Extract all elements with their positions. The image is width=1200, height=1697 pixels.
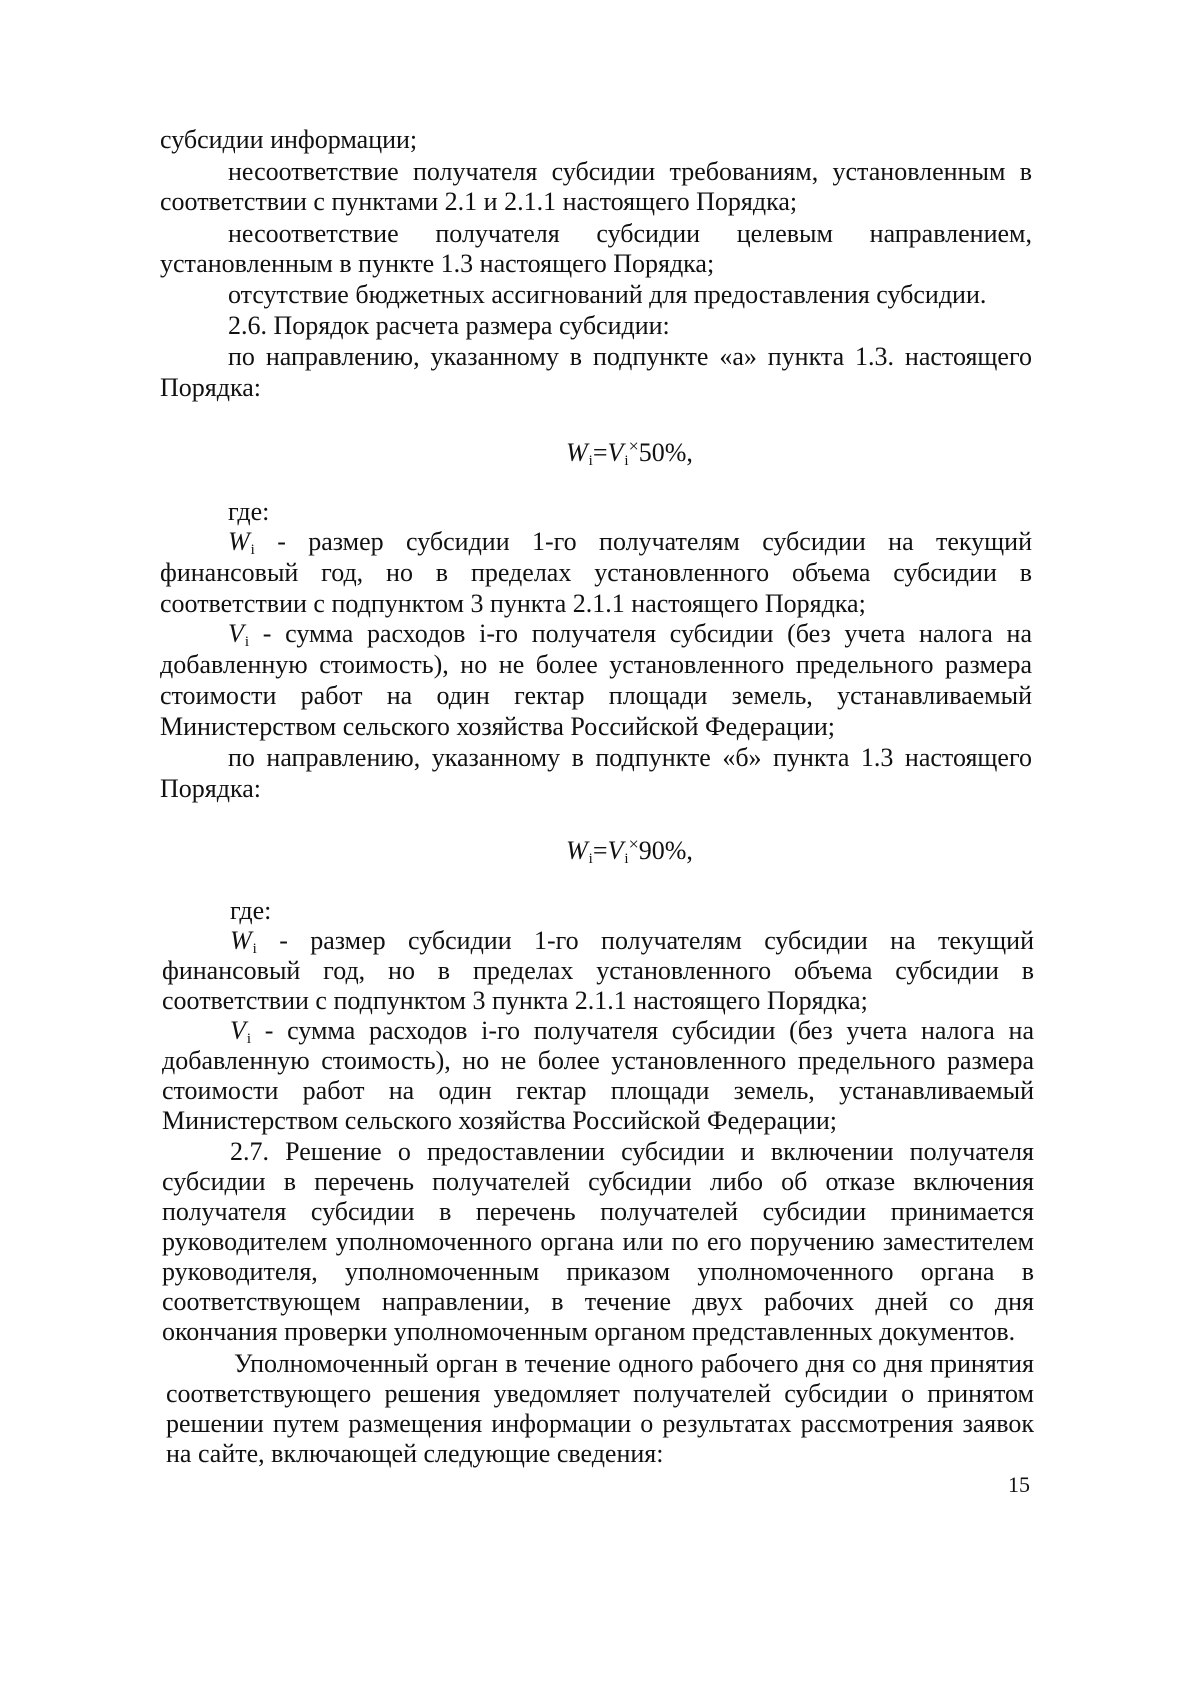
formula-percent: 90%, (638, 836, 693, 865)
text-line: по направлению, указанному в подпункте «б» пункта 1.3 настоящего (228, 743, 1032, 772)
w-index: i (252, 941, 257, 957)
text-line: субсидии в перечень получателей субсидии либо об отказе включения (162, 1167, 1034, 1196)
v-symbol: V (230, 1016, 246, 1045)
text-line: субсидии информации; (160, 125, 418, 154)
text-line: установленным в пункте 1.3 настоящего Порядка; (160, 249, 715, 278)
text-line: добавленную стоимость), но не более установленного предельного размера (160, 650, 1032, 679)
text-line: соответствии с подпунктом 3 пункта 2.1.1 настоящего Порядка; (160, 589, 866, 618)
text-line: на сайте, включающей следующие сведения: (166, 1439, 664, 1468)
formula-v-index: i (624, 453, 629, 469)
text-line: добавленную стоимость), но не более установленного предельного размера (162, 1046, 1034, 1075)
formula-equals: = (592, 836, 608, 865)
text-line: Министерством сельского хозяйства Российской Федерации; (162, 1106, 838, 1135)
text-line: решении путем размещения информации о результатах рассмотрения заявок (166, 1409, 1034, 1438)
definition-text: - сумма расходов i-го получателя субсидии (без учета налога на (251, 1016, 1034, 1045)
text-line: соответствии с подпунктом 3 пункта 2.1.1 настоящего Порядка; (162, 986, 868, 1015)
text-line: руководителя, уполномоченным приказом уполномоченного органа в (162, 1257, 1034, 1286)
formula-w-symbol: W (566, 836, 588, 865)
formula-percent: 50%, (638, 438, 693, 467)
text-line: соответствующего решения уведомляет получателей субсидии о принятом (166, 1379, 1034, 1408)
text-line: финансовый год, но в пределах установленного объема субсидии в (162, 956, 1034, 985)
text-line: где: (230, 896, 272, 925)
section-heading: 2.6. Порядок расчета размера субсидии: (228, 311, 670, 340)
text-line: Министерством сельского хозяйства Российской Федерации; (160, 712, 836, 741)
text-line: окончания проверки уполномоченным органом представленных документов. (162, 1317, 1016, 1346)
w-symbol: W (230, 926, 252, 955)
section-heading: 2.7. Решение о предоставлении субсидии и включении получателя (230, 1137, 1034, 1166)
v-index: i (244, 634, 250, 650)
formula-w-index: i (588, 453, 593, 469)
formula-w-symbol: W (566, 438, 588, 467)
w-symbol: W (228, 527, 250, 556)
definition-text: - размер субсидии 1-го получателям субсидии на текущий (254, 527, 1032, 556)
definition-text: - размер субсидии 1-го получателям субсидии на текущий (256, 926, 1034, 955)
v-index: i (246, 1031, 252, 1047)
formula-v-symbol: V (607, 438, 624, 467)
text-line: отсутствие бюджетных ассигнований для предоставления субсидии. (228, 280, 987, 309)
text-line: соответствующем направлении, в течение двух рабочих дней со дня (162, 1287, 1034, 1316)
formula-90 (566, 835, 693, 871)
formula-w-index: i (588, 851, 593, 867)
text-line: Порядка: (160, 774, 261, 803)
text-line: по направлению, указанному в подпункте «а» пункта 1.3. настоящего (228, 342, 1032, 371)
text-line: финансовый год, но в пределах установленного объема субсидии в (160, 558, 1032, 587)
v-symbol: V (228, 619, 244, 648)
text-line: руководителем уполномоченного органа или по его поручению заместителем (162, 1227, 1034, 1256)
formula-equals: = (592, 438, 608, 467)
text-line: получателя субсидии в перечень получателей субсидии принимается (162, 1197, 1034, 1226)
text-line: Порядка: (160, 373, 261, 402)
formula-times: × (628, 436, 639, 456)
text-line: стоимости работ на один гектар площади земель, устанавливаемый (162, 1076, 1034, 1105)
text-line: несоответствие получателя субсидии требованиям, установленным в (228, 157, 1032, 186)
w-index: i (250, 542, 255, 558)
text-line: несоответствие получателя субсидии целевым направлением, (228, 219, 1032, 248)
page-number: 15 (1008, 1472, 1030, 1497)
formula-v-symbol: V (607, 836, 624, 865)
text-line: соответствии с пунктами 2.1 и 2.1.1 настоящего Порядка; (160, 187, 798, 216)
formula-50 (566, 437, 693, 473)
text-line: Уполномоченный орган в течение одного рабочего дня со дня принятия (234, 1349, 1034, 1378)
text-line: где: (228, 497, 270, 526)
formula-v-index: i (624, 851, 629, 867)
formula-times: × (628, 834, 639, 854)
text-line: стоимости работ на один гектар площади земель, устанавливаемый (160, 681, 1032, 710)
definition-text: - сумма расходов i-го получателя субсидии (без учета налога на (249, 619, 1032, 648)
